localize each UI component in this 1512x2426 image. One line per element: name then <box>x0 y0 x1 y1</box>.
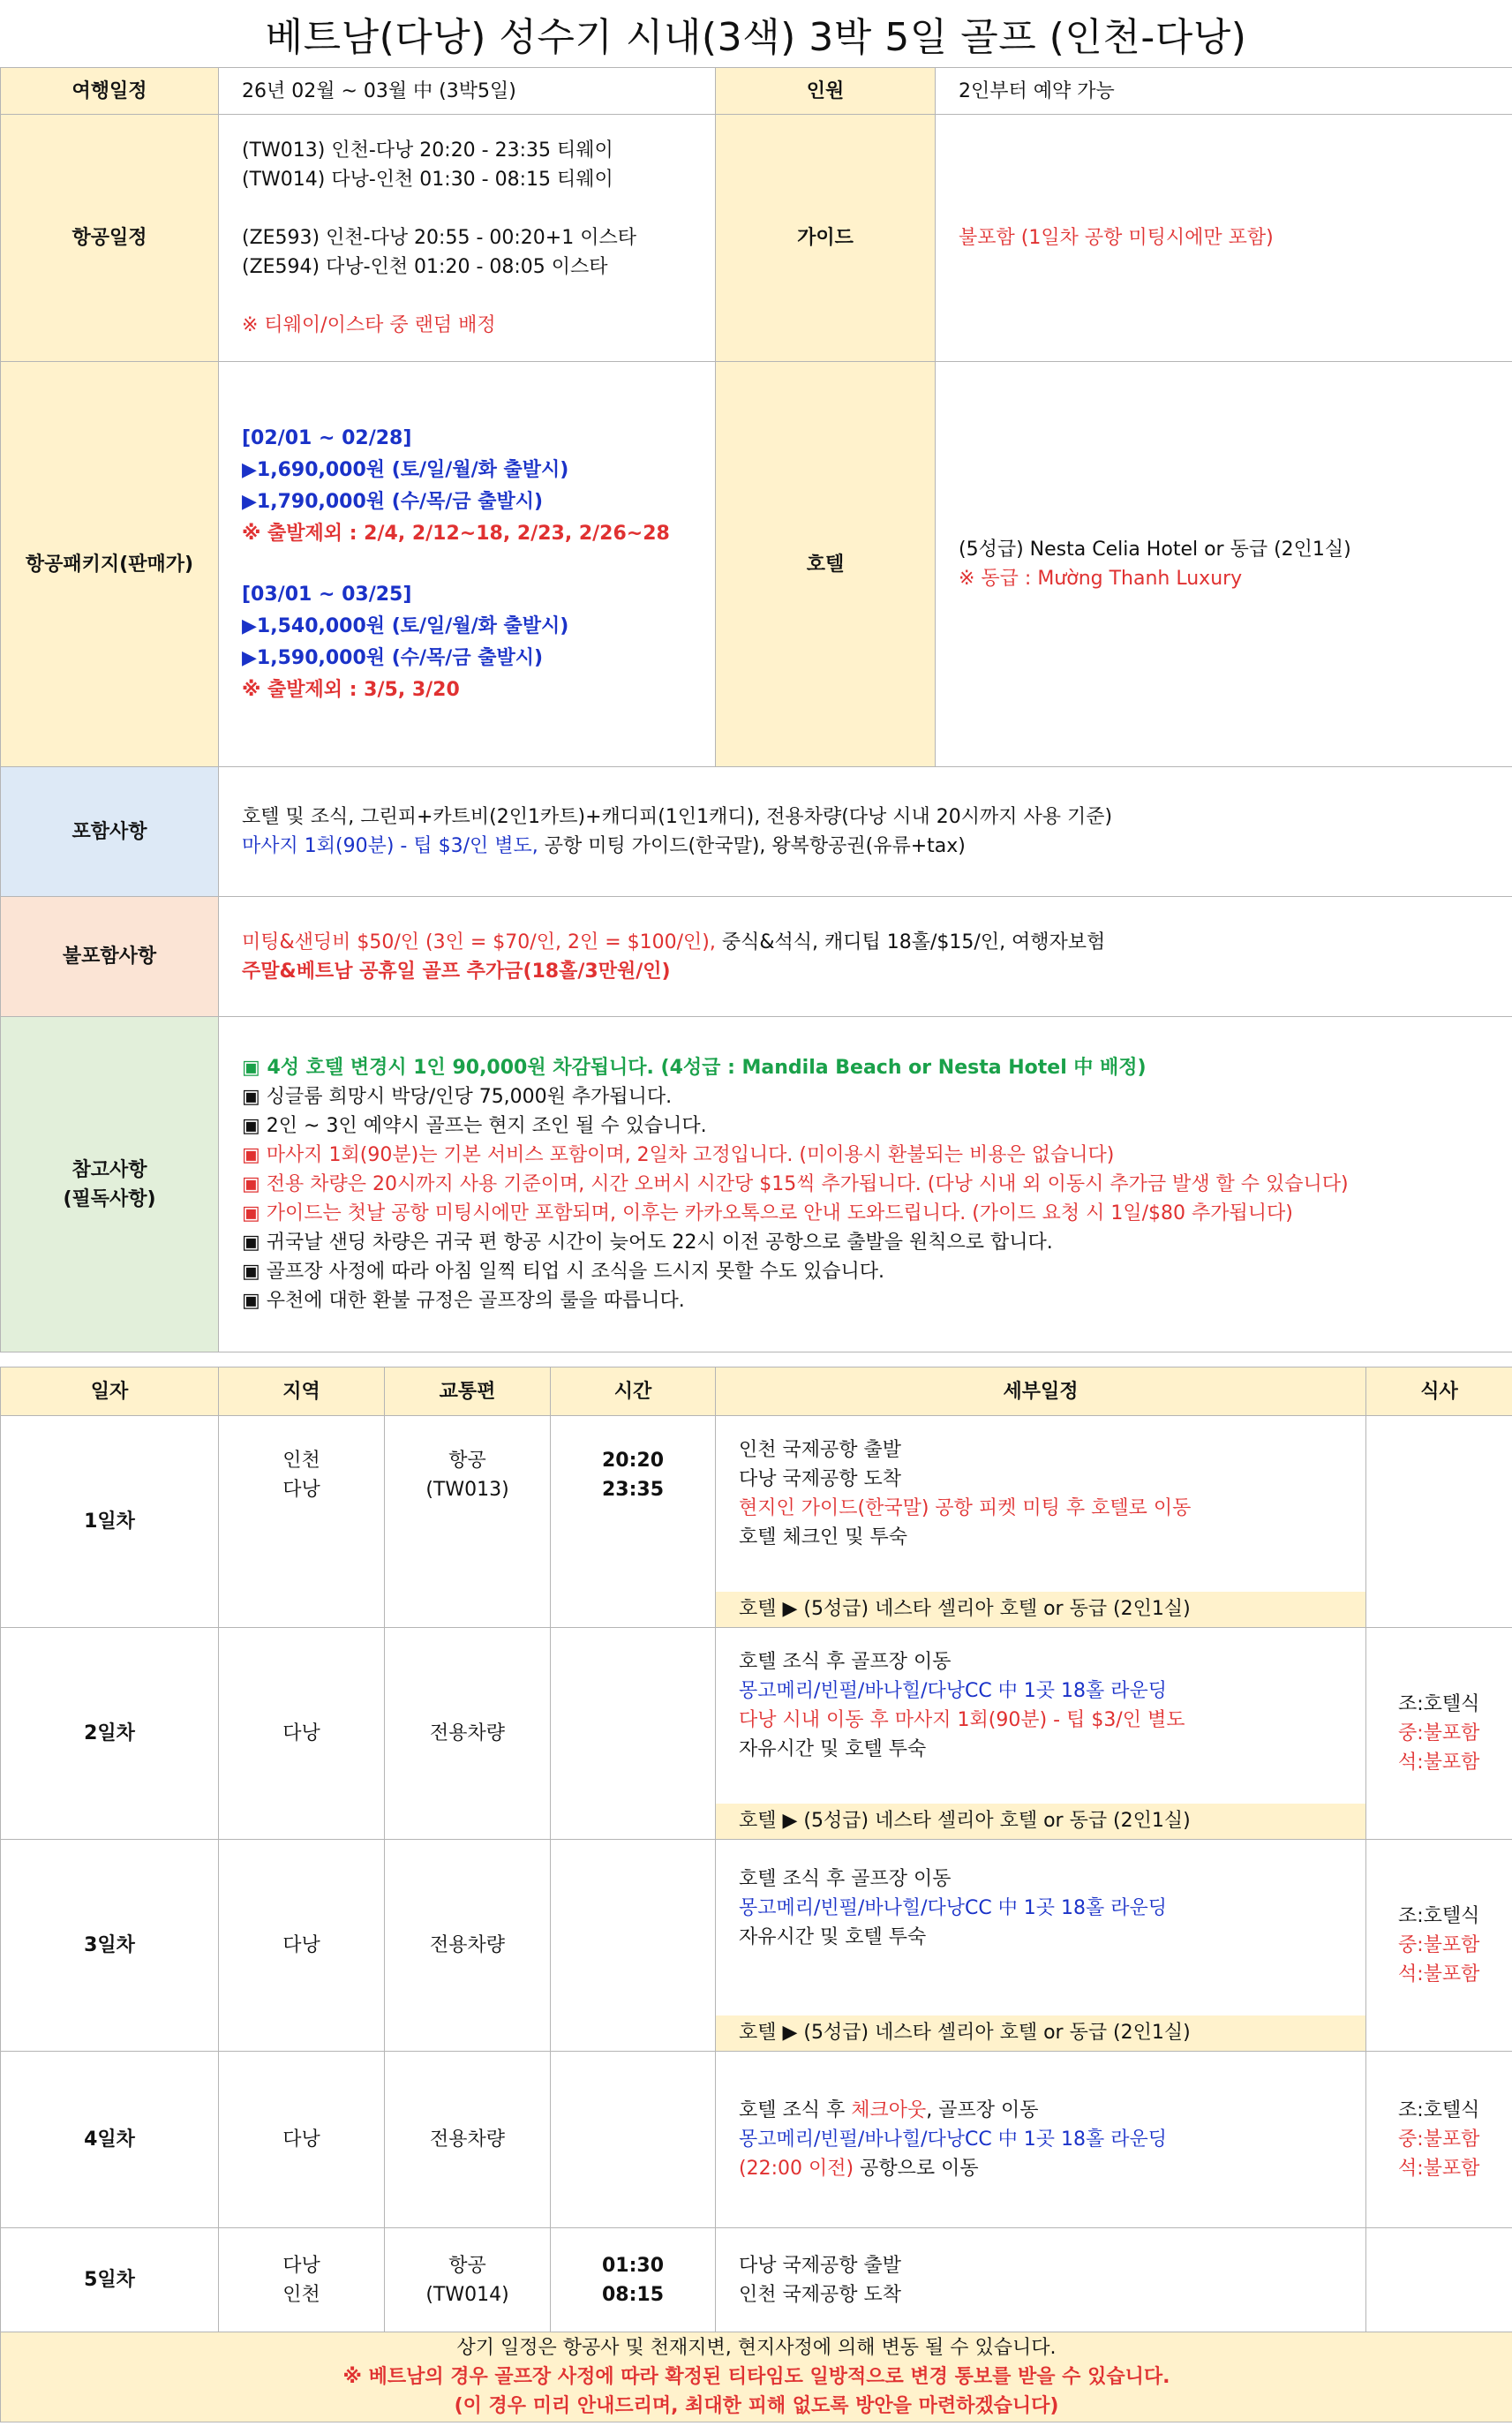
note-item: ▣ 귀국날 샌딩 차량은 귀국 편 항공 시간이 늦어도 22시 이전 공항으로 출발을 원칙으로 합니다. <box>242 1232 1053 1254</box>
detail-line: 호텔 조식 후 골프장 이동 <box>739 1651 952 1673</box>
meal-breakfast: 조:호텔식 <box>1398 2099 1480 2121</box>
people-value: 2인부터 예약 가능 <box>936 68 1512 115</box>
exclude-rest: 중식&석식, 캐디팁 18홀/$15/인, 여행자보험 <box>715 930 1106 953</box>
exclude-line <box>242 928 1489 957</box>
note-item: ▣ 가이드는 첫날 공항 미팅시에만 포함되며, 이후는 카카오톡으로 안내 도와드립니다. (가이드 요청 시 1일/$80 추가됩니다) <box>242 1202 1293 1224</box>
detail-line: 호텔 체크인 및 투숙 <box>739 1526 907 1548</box>
notes-list <box>219 1017 1512 1352</box>
flight-label: 항공일정 <box>1 115 219 362</box>
flight-line: (ZE594) 다낭-인천 01:20 - 08:05 이스타 <box>242 256 608 278</box>
detail-line <box>739 2096 1343 2125</box>
col-header-day: 일자 <box>1 1367 219 1416</box>
transport: 전용차량 <box>385 2052 551 2228</box>
detail-line: 다낭 국제공항 출발 <box>739 2254 902 2277</box>
footer-notice <box>1 2332 1512 2422</box>
time <box>551 1416 716 1628</box>
col-header-region: 지역 <box>219 1367 385 1416</box>
detail-line: 다낭 국제공항 도착 <box>739 1468 902 1490</box>
transport <box>385 1416 551 1628</box>
guide-value: 불포함 (1일차 공항 미팅시에만 포함) <box>936 115 1512 362</box>
day-label: 5일차 <box>1 2228 219 2332</box>
time-line: 23:35 <box>601 1479 665 1501</box>
day-label: 2일차 <box>1 1628 219 1840</box>
detail-line <box>739 2154 1343 2183</box>
package-prices <box>219 362 716 767</box>
meal-dinner: 석:불포함 <box>1398 1963 1480 1985</box>
period-label: 여행일정 <box>1 68 219 115</box>
meals <box>1366 2228 1512 2332</box>
include-value <box>219 767 1512 897</box>
detail-part: , 골프장 이동 <box>926 2099 1039 2121</box>
detail-part: 공항으로 이동 <box>854 2158 979 2180</box>
include-line <box>242 832 1489 861</box>
time <box>551 2228 716 2332</box>
region: 다낭 <box>219 1628 385 1840</box>
transport-line: (TW013) <box>425 1479 509 1501</box>
mar-price-weekday: ▶1,590,000원 (수/목/금 출발시) <box>242 646 544 669</box>
flight-line: (ZE593) 인천-다낭 20:55 - 00:20+1 이스타 <box>242 227 636 249</box>
time-line: 01:30 <box>601 2254 665 2277</box>
hotel-label: 호텔 <box>716 362 936 767</box>
time <box>551 1628 716 1840</box>
region <box>219 2228 385 2332</box>
mar-range: [03/01 ~ 03/25] <box>242 583 412 606</box>
meals <box>1366 2052 1512 2228</box>
meal-lunch: 중:불포함 <box>1398 2128 1480 2151</box>
period-value: 26년 02월 ~ 03월 中 (3박5일) <box>219 68 716 115</box>
meals <box>1366 1628 1512 1840</box>
hotel-info <box>936 362 1512 767</box>
page-title: 베트남(다낭) 성수기 시내(3색) 3박 5일 골프 (인천-다낭) <box>265 15 1247 60</box>
meals <box>1366 1416 1512 1628</box>
region: 다낭 <box>219 1840 385 2052</box>
meal-dinner: 석:불포함 <box>1398 2158 1480 2180</box>
time <box>551 2052 716 2228</box>
table-row <box>1 1840 1512 2052</box>
detail-line: 자유시간 및 호텔 투숙 <box>739 1926 927 1948</box>
day-details <box>716 1628 1366 1840</box>
feb-price-weekend: ▶1,690,000원 (토/일/월/화 출발시) <box>242 458 569 481</box>
exclude-meeting-fee: 미팅&샌딩비 $50/인 (3인 = $70/인, 2인 = $100/인), <box>242 930 716 953</box>
col-header-time: 시간 <box>551 1367 716 1416</box>
table-row <box>1 2228 1512 2332</box>
detail-checkout: 체크아웃 <box>851 2099 927 2121</box>
flight-note: ※ 티웨이/이스타 중 랜덤 배정 <box>242 314 496 336</box>
exclude-label: 불포함사항 <box>1 897 219 1017</box>
footer-line: (이 경우 미리 안내드리며, 최대한 피해 없도록 방안을 마련하겠습니다) <box>454 2395 1059 2417</box>
info-table <box>0 67 1512 1352</box>
note-item: ▣ 마사지 1회(90분)는 기본 서비스 포함이며, 2일차 고정입니다. (미이용시 환불되는 비용은 없습니다) <box>242 1144 1115 1166</box>
time <box>551 1840 716 2052</box>
detail-part: 호텔 조식 후 <box>739 2099 852 2121</box>
meal-dinner: 석:불포함 <box>1398 1752 1480 1774</box>
exclude-value <box>219 897 1512 1017</box>
transport-line: 항공 <box>448 1450 486 1472</box>
table-row <box>1 2052 1512 2228</box>
notes-label-line: 참고사항 <box>71 1158 147 1181</box>
note-item: ▣ 4성 호텔 변경시 1인 90,000원 차감됩니다. (4성급 : Mandila Beach or Nesta Hotel 中 배정) <box>242 1057 1147 1079</box>
detail-line: 인천 국제공항 출발 <box>739 1439 902 1461</box>
region-line: 인천 <box>282 1450 320 1472</box>
table-row <box>1 1416 1512 1628</box>
day-label: 4일차 <box>1 2052 219 2228</box>
notes-label-line: (필독사항) <box>63 1187 156 1210</box>
hotel-bar: 호텔 ▶ (5성급) 네스타 셀리아 호텔 or 동급 (2인1실) <box>716 1592 1365 1627</box>
note-item: ▣ 골프장 사정에 따라 아침 일찍 티업 시 조식을 드시지 못할 수도 있습니다. <box>242 1261 885 1283</box>
hotel-value: (5성급) Nesta Celia Hotel or 동급 (2인1실) <box>959 539 1351 561</box>
flight-line: (TW014) 다낭-인천 01:30 - 08:15 티웨이 <box>242 169 613 191</box>
transport-line: (TW014) <box>425 2283 509 2306</box>
detail-line: 몽고메리/빈펄/바나힐/다낭CC 中 1곳 18홀 라운딩 <box>739 1897 1167 1919</box>
include-label: 포함사항 <box>1 767 219 897</box>
col-header-details: 세부일정 <box>716 1367 1366 1416</box>
detail-line: 현지인 가이드(한국말) 공항 피켓 미팅 후 호텔로 이동 <box>739 1497 1192 1519</box>
feb-price-weekday: ▶1,790,000원 (수/목/금 출발시) <box>242 490 544 513</box>
schedule-table <box>0 1367 1512 2422</box>
flight-line: (TW013) 인천-다낭 20:20 - 23:35 티웨이 <box>242 139 613 162</box>
flight-schedule <box>219 115 716 362</box>
col-header-meals: 식사 <box>1366 1367 1512 1416</box>
transport <box>385 2228 551 2332</box>
include-line: 호텔 및 조식, 그린피+카트비(2인1카트)+캐디피(1인1캐디), 전용차량(다낭 시내 20시까지 사용 기준) <box>242 806 1113 828</box>
region: 다낭 <box>219 2052 385 2228</box>
detail-line: 호텔 조식 후 골프장 이동 <box>739 1868 952 1890</box>
time-line: 08:15 <box>601 2283 665 2306</box>
detail-line: 자유시간 및 호텔 투숙 <box>739 1738 927 1760</box>
transport: 전용차량 <box>385 1840 551 2052</box>
note-item: ▣ 전용 차량은 20시까지 사용 기준이며, 시간 오버시 시간당 $15씩 추가됩니다. (다낭 시내 외 이동시 추가금 발생 할 수 있습니다) <box>242 1173 1349 1195</box>
detail-time-note: (22:00 이전) <box>739 2158 854 2180</box>
package-label: 항공패키지(판매가) <box>1 362 219 767</box>
meal-breakfast: 조:호텔식 <box>1398 1693 1480 1715</box>
note-item: ▣ 싱글룸 희망시 박당/인당 75,000원 추가됩니다. <box>242 1086 673 1108</box>
day-details <box>716 1416 1366 1628</box>
day-details <box>716 2228 1366 2332</box>
region-line: 다낭 <box>282 1479 320 1501</box>
detail-line: 몽고메리/빈펄/바나힐/다낭CC 中 1곳 18홀 라운딩 <box>739 1680 1167 1702</box>
day-label: 3일차 <box>1 1840 219 2052</box>
footer-line: ※ 베트남의 경우 골프장 사정에 따라 확정된 티타임도 일방적으로 변경 통보를 받을 수 있습니다. <box>342 2366 1170 2388</box>
feb-range: [02/01 ~ 02/28] <box>242 426 412 449</box>
mar-exclude: ※ 출발제외 : 3/5, 3/20 <box>242 678 460 701</box>
notes-label <box>1 1017 219 1352</box>
day-details <box>716 1840 1366 2052</box>
table-row <box>1 1628 1512 1840</box>
detail-line: 몽고메리/빈펄/바나힐/다낭CC 中 1곳 18홀 라운딩 <box>739 2128 1167 2151</box>
meals <box>1366 1840 1512 2052</box>
people-label: 인원 <box>716 68 936 115</box>
transport-line: 항공 <box>448 2254 486 2277</box>
meal-lunch: 중:불포함 <box>1398 1722 1480 1744</box>
note-item: ▣ 우천에 대한 환불 규정은 골프장의 룰을 따릅니다. <box>242 1290 685 1312</box>
time-line: 20:20 <box>601 1450 665 1472</box>
mar-price-weekend: ▶1,540,000원 (토/일/월/화 출발시) <box>242 614 569 637</box>
include-rest: 공항 미팅 가이드(한국말), 왕복항공권(유류+tax) <box>538 835 966 857</box>
day-label: 1일차 <box>1 1416 219 1628</box>
hotel-bar: 호텔 ▶ (5성급) 네스타 셀리아 호텔 or 동급 (2인1실) <box>716 2015 1365 2051</box>
hotel-bar: 호텔 ▶ (5성급) 네스타 셀리아 호텔 or 동급 (2인1실) <box>716 1804 1365 1839</box>
col-header-transport: 교통편 <box>385 1367 551 1416</box>
detail-line: 인천 국제공항 도착 <box>739 2283 902 2306</box>
note-item: ▣ 2인 ~ 3인 예약시 골프는 현지 조인 될 수 있습니다. <box>242 1115 707 1137</box>
hotel-note: ※ 동급 : Mường Thanh Luxury <box>959 568 1243 590</box>
detail-line: 다낭 시내 이동 후 마사지 1회(90분) - 팁 $3/인 별도 <box>739 1709 1185 1731</box>
region-line: 다낭 <box>282 2254 320 2277</box>
guide-label: 가이드 <box>716 115 936 362</box>
meal-lunch: 중:불포함 <box>1398 1934 1480 1956</box>
include-massage: 마사지 1회(90분) - 팁 $3/인 별도, <box>242 835 538 857</box>
meal-breakfast: 조:호텔식 <box>1398 1905 1480 1927</box>
footer-line: 상기 일정은 항공사 및 천재지변, 현지사정에 의해 변동 될 수 있습니다. <box>456 2337 1057 2359</box>
feb-exclude: ※ 출발제외 : 2/4, 2/12~18, 2/23, 2/26~28 <box>242 522 670 545</box>
transport: 전용차량 <box>385 1628 551 1840</box>
exclude-line: 주말&베트남 공휴일 골프 추가금(18홀/3만원/인) <box>242 960 671 983</box>
region-line: 인천 <box>282 2283 320 2306</box>
region <box>219 1416 385 1628</box>
day-details <box>716 2052 1366 2228</box>
